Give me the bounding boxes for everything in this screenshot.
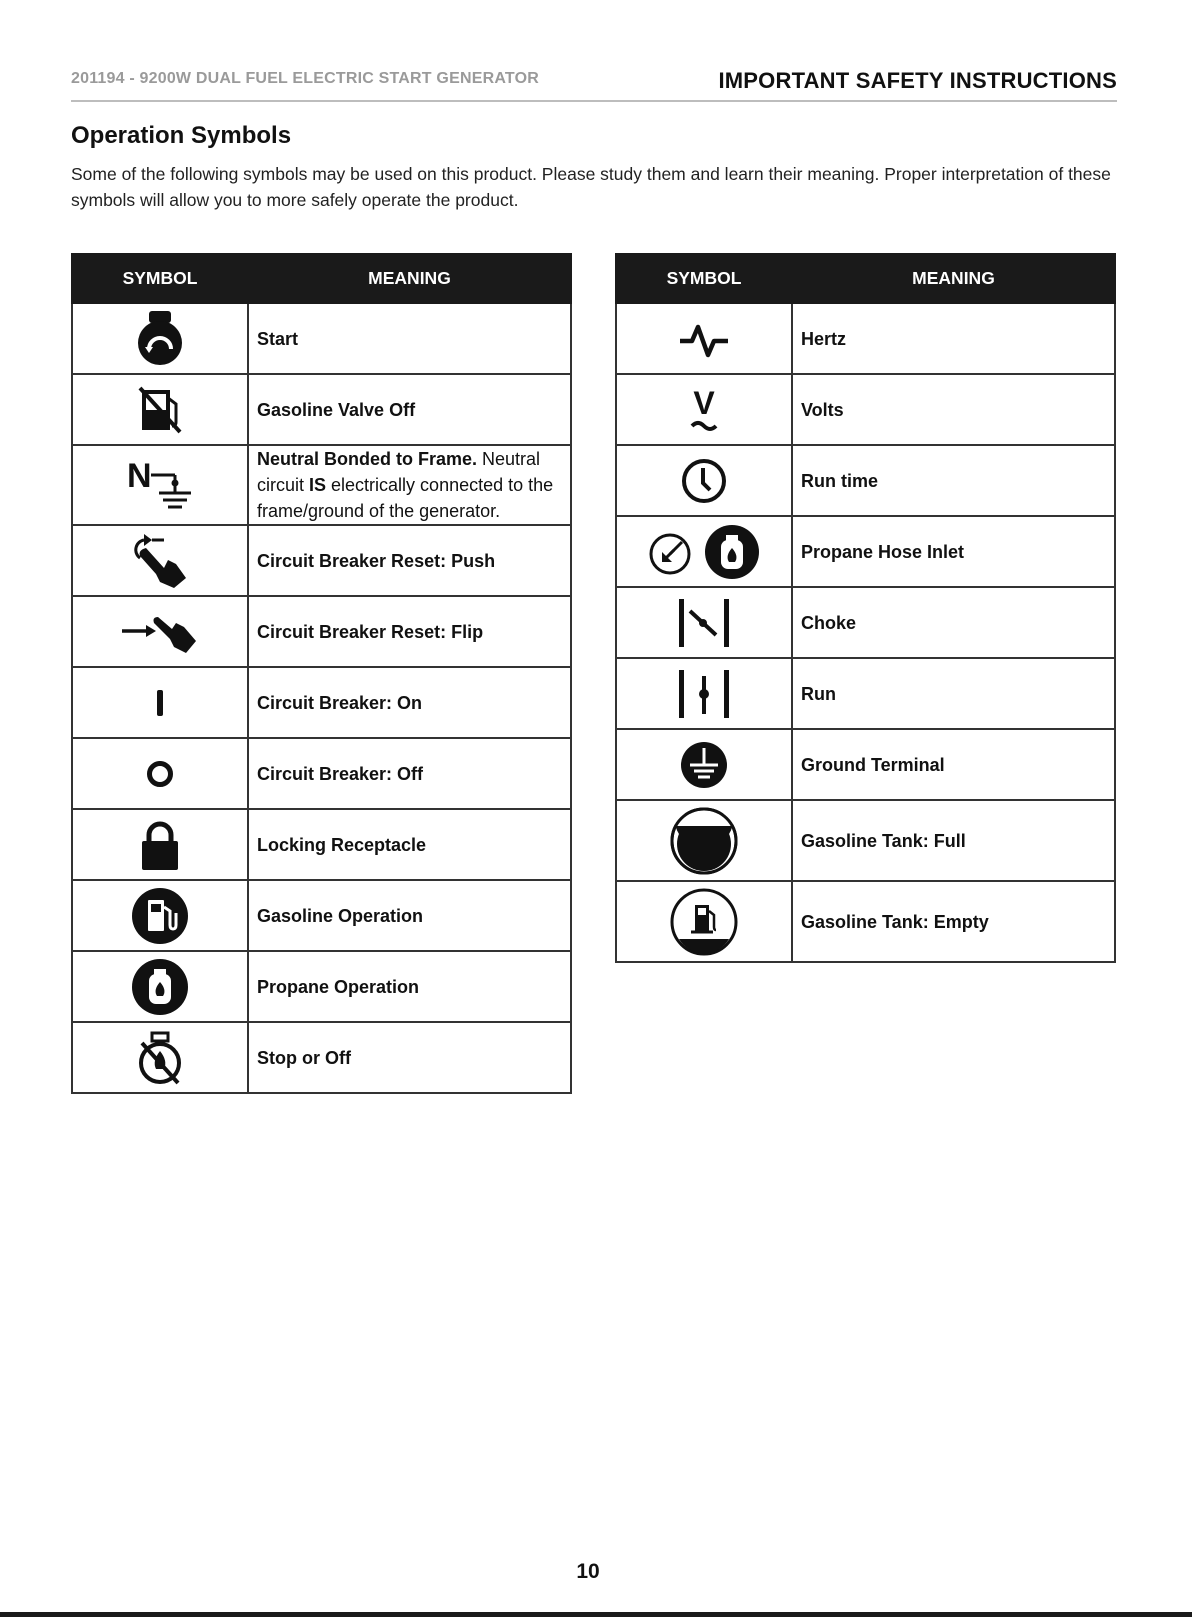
gasoline-tank-empty-icon — [669, 887, 739, 957]
symbol-cell — [72, 951, 248, 1022]
section-header: IMPORTANT SAFETY INSTRUCTIONS — [718, 68, 1117, 93]
circuit-breaker-push-icon — [130, 534, 190, 588]
table-row — [72, 880, 571, 951]
gasoline-valve-off-icon — [138, 386, 182, 434]
table-row — [616, 658, 1115, 729]
symbol-cell — [616, 800, 792, 881]
symbol-cell — [616, 587, 792, 658]
propane-operation-icon — [131, 958, 189, 1016]
circuit-breaker-off-icon — [145, 759, 175, 789]
hertz-icon — [678, 319, 730, 359]
meaning-cell: Circuit Breaker: Off — [248, 738, 571, 809]
meaning-cell — [248, 445, 571, 525]
table-row — [72, 525, 571, 596]
meaning-emphasis: IS — [309, 475, 327, 495]
symbol-cell — [72, 303, 248, 374]
table-row — [616, 374, 1115, 445]
table-row — [72, 303, 571, 374]
propane-hose-inlet-icon — [648, 524, 760, 580]
intro-paragraph: Some of the following symbols may be used on this product. Please study them and learn their meaning. Proper interpretation of these symbols will allow you to more safely operate the product. — [71, 164, 1111, 210]
symbol-cell — [72, 445, 248, 525]
stop-off-icon — [136, 1031, 184, 1085]
meaning-cell: Propane Operation — [248, 951, 571, 1022]
meaning-cell: Ground Terminal — [792, 729, 1115, 800]
column-header-symbol: SYMBOL — [616, 254, 792, 303]
column-header-meaning: MEANING — [792, 254, 1115, 303]
meaning-cell: Gasoline Tank: Empty — [792, 881, 1115, 962]
circuit-breaker-flip-icon — [120, 609, 200, 655]
symbol-cell — [616, 729, 792, 800]
page-title: Operation Symbols — [71, 122, 292, 149]
meaning-cell: Circuit Breaker Reset: Flip — [248, 596, 571, 667]
symbol-cell — [72, 809, 248, 880]
symbol-cell — [72, 1022, 248, 1093]
table-row — [616, 881, 1115, 962]
page-number: 10 — [576, 1560, 600, 1583]
table-row — [616, 303, 1115, 374]
start-icon — [136, 311, 184, 367]
symbol-cell — [72, 880, 248, 951]
table-row — [72, 445, 571, 525]
table-header-row — [616, 254, 1115, 303]
table-row — [72, 951, 571, 1022]
table-row — [72, 596, 571, 667]
volts-letter: V — [693, 385, 715, 421]
header-divider — [71, 100, 1117, 102]
neutral-letter: N — [127, 457, 152, 495]
run-icon — [676, 668, 732, 720]
lock-icon — [140, 819, 180, 871]
meaning-text: Neutral circuit — [257, 449, 541, 495]
table-row — [72, 809, 571, 880]
symbol-cell — [72, 667, 248, 738]
meaning-cell: Start — [248, 303, 571, 374]
symbol-cell — [616, 445, 792, 516]
volts-icon — [686, 386, 722, 434]
meaning-cell: Choke — [792, 587, 1115, 658]
table-row — [616, 516, 1115, 587]
table-header-row — [72, 254, 571, 303]
symbol-cell — [72, 596, 248, 667]
gasoline-operation-icon — [131, 887, 189, 945]
product-title: 201194 - 9200W DUAL FUEL ELECTRIC START GENERATOR — [71, 70, 539, 87]
meaning-cell: Propane Hose Inlet — [792, 516, 1115, 587]
symbols-table-right — [615, 253, 1116, 963]
meaning-cell: Gasoline Tank: Full — [792, 800, 1115, 881]
meaning-bold-text: Neutral Bonded to Frame. — [257, 449, 478, 469]
meaning-cell: Run — [792, 658, 1115, 729]
table-row — [72, 667, 571, 738]
ground-terminal-icon — [679, 740, 729, 790]
column-header-symbol: SYMBOL — [72, 254, 248, 303]
meaning-cell: Volts — [792, 374, 1115, 445]
meaning-cell: Run time — [792, 445, 1115, 516]
column-header-meaning: MEANING — [248, 254, 571, 303]
meaning-cell: Hertz — [792, 303, 1115, 374]
meaning-cell: Locking Receptacle — [248, 809, 571, 880]
meaning-cell: Circuit Breaker Reset: Push — [248, 525, 571, 596]
table-row — [616, 800, 1115, 881]
meaning-cell: Gasoline Operation — [248, 880, 571, 951]
meaning-cell: Stop or Off — [248, 1022, 571, 1093]
meaning-cell: Circuit Breaker: On — [248, 667, 571, 738]
symbol-cell — [616, 881, 792, 962]
symbols-table-left — [71, 253, 572, 1094]
symbol-cell — [616, 374, 792, 445]
table-row — [72, 738, 571, 809]
clock-icon — [680, 457, 728, 505]
gasoline-tank-full-icon — [669, 806, 739, 876]
table-row — [616, 587, 1115, 658]
symbol-cell — [72, 738, 248, 809]
circuit-breaker-on-icon — [154, 688, 166, 718]
table-row — [72, 1022, 571, 1093]
table-row — [72, 374, 571, 445]
symbol-cell — [72, 374, 248, 445]
bottom-edge-bar — [0, 1612, 1192, 1617]
meaning-text: electrically connected to the frame/ground of the generator. — [257, 475, 554, 521]
choke-icon — [676, 597, 732, 649]
symbol-cell — [616, 658, 792, 729]
symbol-cell — [616, 516, 792, 587]
symbol-cell — [616, 303, 792, 374]
meaning-cell: Gasoline Valve Off — [248, 374, 571, 445]
symbol-cell — [72, 525, 248, 596]
neutral-bonded-icon — [125, 457, 195, 513]
table-row — [616, 729, 1115, 800]
table-row — [616, 445, 1115, 516]
